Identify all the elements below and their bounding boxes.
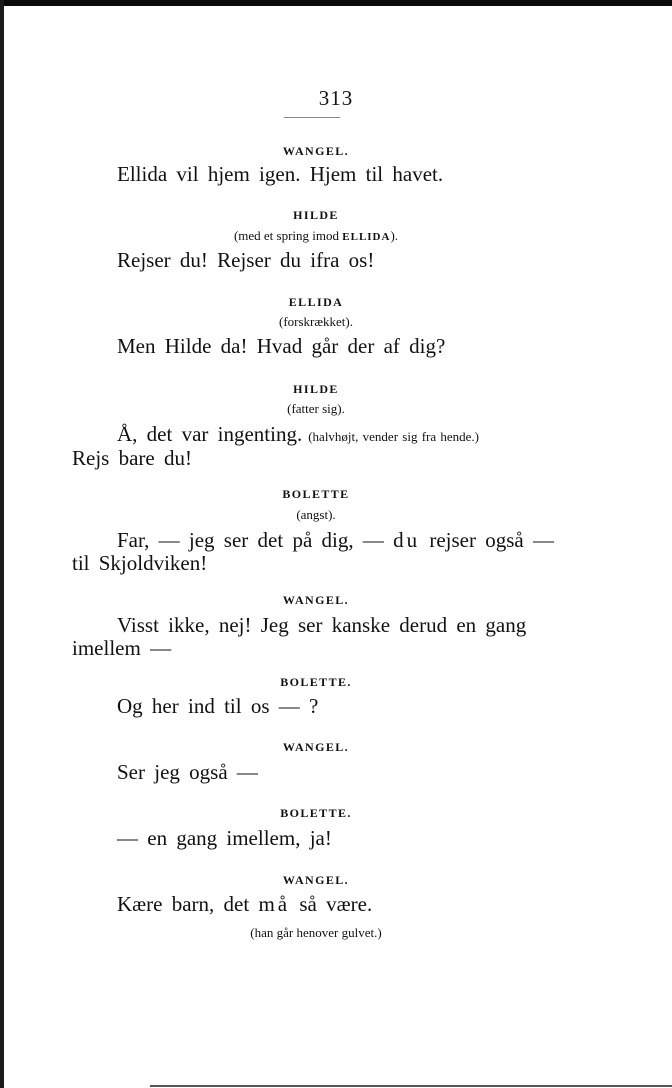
speaker-name: WANGEL. (282, 593, 350, 607)
direction-text: (med et spring imod (233, 228, 343, 243)
direction-text: ). (390, 228, 399, 243)
speaker-name: HILDE (293, 208, 339, 222)
dialogue-text: så være. (290, 892, 373, 916)
inline-stage-direction: (halvhøjt, vender sig fra hende.) (308, 429, 479, 444)
speaker-name: BOLETTE. (280, 675, 352, 689)
dialogue-line (117, 892, 372, 917)
dialogue-line: Visst ikke, nej! Jeg ser kanske derud en gang (117, 613, 527, 637)
dialogue-line: imellem — (72, 636, 172, 660)
speaker-name: ELLIDA (288, 295, 344, 309)
dialogue-line: til Skjoldviken! (72, 551, 208, 575)
emphasis-text: du (393, 528, 421, 552)
stage-direction (0, 228, 632, 244)
dialogue-line: Og her ind til os — ? (117, 694, 319, 718)
speaker-name: WANGEL. (282, 144, 350, 158)
stage-direction: (han går henover gulvet.) (250, 925, 382, 940)
stage-direction: (angst). (296, 507, 336, 522)
dialogue-line: Men Hilde da! Hvad går der af dig? (117, 334, 446, 358)
stage-direction: (forskrækket). (278, 314, 353, 329)
dialogue-text: Far, — jeg ser det på dig, — (117, 528, 394, 552)
dialogue-text: Kære barn, det (117, 892, 259, 916)
dialogue-line: Ellida vil hjem igen. Hjem til havet. (117, 162, 444, 186)
speaker-name: BOLETTE. (280, 806, 352, 820)
page-number: 313 (318, 86, 354, 110)
stage-direction: (fatter sig). (287, 401, 345, 416)
dialogue-text: rejser også — (420, 528, 554, 552)
dialogue-line: — en gang imellem, ja! (117, 826, 332, 850)
dialogue-line: Rejser du! Rejser du ifra os! (117, 248, 375, 272)
dialogue-line (117, 422, 479, 447)
speaker-name: WANGEL. (282, 740, 350, 754)
dialogue-line (117, 528, 554, 553)
speaker-name: BOLETTE (282, 487, 350, 501)
speaker-name: WANGEL. (282, 873, 350, 887)
dialogue-line: Ser jeg også — (117, 760, 258, 784)
dialogue-line: Rejs bare du! (72, 446, 192, 470)
direction-character-name: ELLIDA (342, 231, 391, 243)
emphasis-text: må (258, 892, 291, 916)
page-number-rule (284, 117, 340, 118)
speaker-name: HILDE (293, 382, 339, 396)
dialogue-text: Å, det var ingenting. (117, 422, 303, 446)
